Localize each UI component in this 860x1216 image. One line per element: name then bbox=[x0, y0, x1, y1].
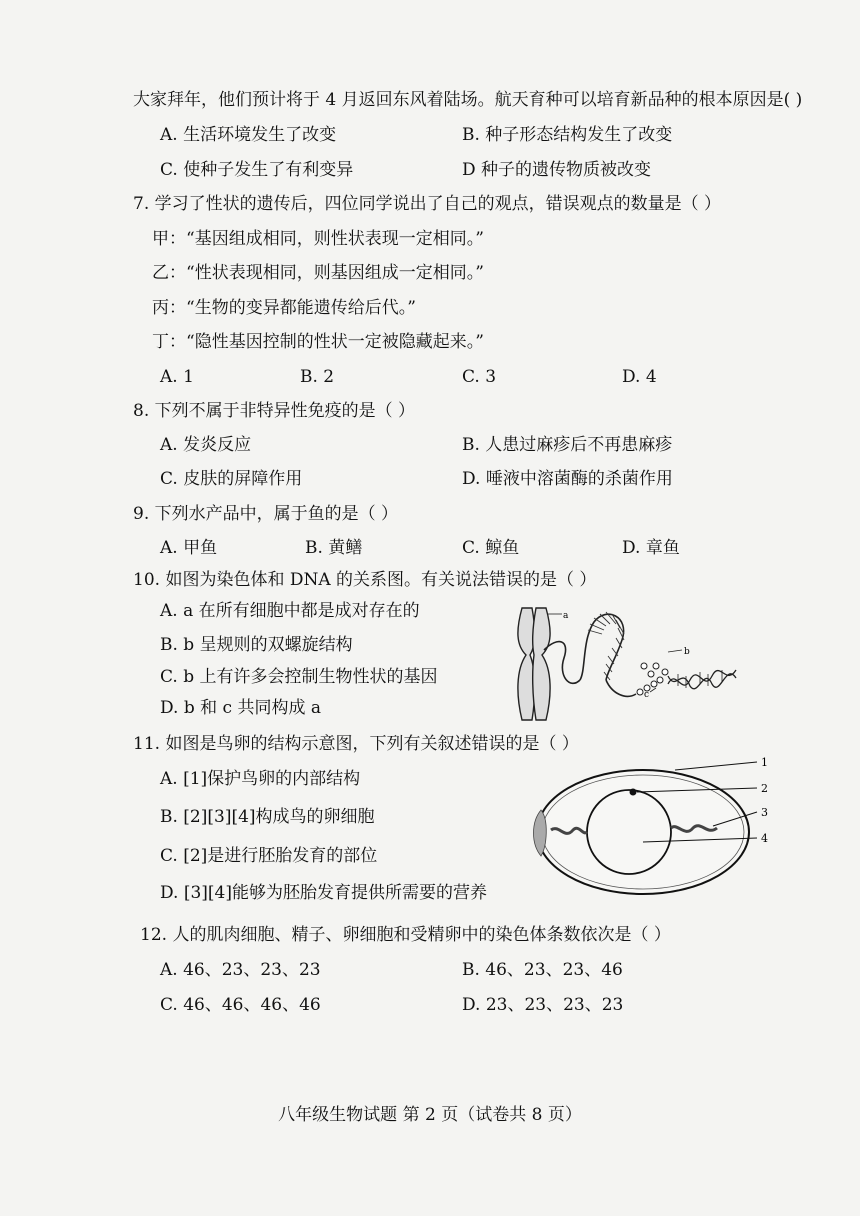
q7-stem: 7. 学习了性状的遗传后，四位同学说出了自己的观点，错误观点的数量是（ ） bbox=[133, 194, 722, 214]
egg-label-2: 2 bbox=[761, 782, 768, 795]
q8-option-d: D. 唾液中溶菌酶的杀菌作用 bbox=[462, 469, 673, 489]
bird-egg-figure bbox=[525, 752, 775, 902]
chromosome-shape bbox=[518, 608, 550, 720]
q10-option-b: B. b 呈规则的双螺旋结构 bbox=[160, 635, 353, 655]
q7-option-a: A. 1 bbox=[160, 367, 194, 387]
q9-option-a: A. 甲鱼 bbox=[160, 538, 218, 558]
q12-option-b: B. 46、23、23、46 bbox=[462, 960, 623, 980]
q7-statement-bing: 丙：“生物的变异都能遗传给后代。” bbox=[152, 298, 416, 318]
q7-statement-jia: 甲：“基因组成相同，则性状表现一定相同。” bbox=[152, 229, 484, 249]
q10-option-c: C. b 上有许多会控制生物性状的基因 bbox=[160, 667, 438, 687]
q10-stem: 10. 如图为染色体和 DNA 的关系图。有关说法错误的是（ ） bbox=[133, 570, 597, 590]
q7-statement-yi: 乙：“性状表现相同，则基因组成一定相同。” bbox=[152, 263, 484, 283]
page-footer: 八年级生物试题 第 2 页（试卷共 8 页） bbox=[278, 1105, 582, 1125]
coiled-fiber bbox=[544, 614, 636, 696]
egg-label-3: 3 bbox=[761, 806, 768, 819]
q11-option-d: D. [3][4]能够为胚胎发育提供所需要的营养 bbox=[160, 883, 487, 903]
q6-stem-tail: 大家拜年，他们预计将于 4 月返回东风着陆场。航天育种可以培育新品种的根本原因是( ) bbox=[133, 90, 803, 110]
q11-stem: 11. 如图是鸟卵的结构示意图，下列有关叙述错误的是（ ） bbox=[133, 734, 579, 754]
q11-option-a: A. [1]保护鸟卵的内部结构 bbox=[160, 769, 361, 789]
q9-stem: 9. 下列水产品中，属于鱼的是（ ） bbox=[133, 504, 399, 524]
germinal-disc bbox=[630, 789, 637, 796]
q12-option-d: D. 23、23、23、23 bbox=[462, 995, 624, 1015]
q7-option-c: C. 3 bbox=[462, 367, 497, 387]
q7-option-d: D. 4 bbox=[622, 367, 657, 387]
q12-option-c: C. 46、46、46、46 bbox=[160, 995, 321, 1015]
label-b: b bbox=[684, 647, 690, 657]
chromosome-dna-figure bbox=[510, 600, 750, 730]
q6-option-b: B. 种子形态结构发生了改变 bbox=[462, 125, 673, 145]
q11-option-c: C. [2]是进行胚胎发育的部位 bbox=[160, 846, 378, 866]
dna-double-helix bbox=[668, 670, 736, 689]
q7-statement-ding: 丁：“隐性基因控制的性状一定被隐藏起来。” bbox=[152, 332, 484, 352]
q9-option-c: C. 鲸鱼 bbox=[462, 538, 520, 558]
q8-option-a: A. 发炎反应 bbox=[160, 435, 252, 455]
egg-label-4: 4 bbox=[761, 832, 768, 845]
label-a: a bbox=[563, 611, 569, 621]
label-c: c bbox=[644, 690, 650, 700]
q7-option-b: B. 2 bbox=[300, 367, 335, 387]
q8-option-c: C. 皮肤的屏障作用 bbox=[160, 469, 303, 489]
q10-option-a: A. a 在所有细胞中都是成对存在的 bbox=[160, 601, 420, 621]
egg-label-1: 1 bbox=[761, 756, 768, 769]
q9-option-b: B. 黄鳝 bbox=[305, 538, 363, 558]
q9-option-d: D. 章鱼 bbox=[622, 538, 680, 558]
q8-option-b: B. 人患过麻疹后不再患麻疹 bbox=[462, 435, 673, 455]
q6-option-c: C. 使种子发生了有利变异 bbox=[160, 160, 354, 180]
q10-option-d: D. b 和 c 共同构成 a bbox=[160, 698, 321, 718]
yolk bbox=[587, 790, 671, 874]
q12-stem: 12. 人的肌肉细胞、精子、卵细胞和受精卵中的染色体条数依次是（ ） bbox=[140, 925, 671, 945]
q11-option-b: B. [2][3][4]构成鸟的卵细胞 bbox=[160, 807, 375, 827]
q12-option-a: A. 46、23、23、23 bbox=[160, 960, 321, 980]
q8-stem: 8. 下列不属于非特异性免疫的是（ ） bbox=[133, 401, 416, 421]
q6-option-a: A. 生活环境发生了改变 bbox=[160, 125, 337, 145]
air-cell bbox=[534, 810, 547, 856]
q6-option-d: D 种子的遗传物质被改变 bbox=[462, 160, 652, 180]
